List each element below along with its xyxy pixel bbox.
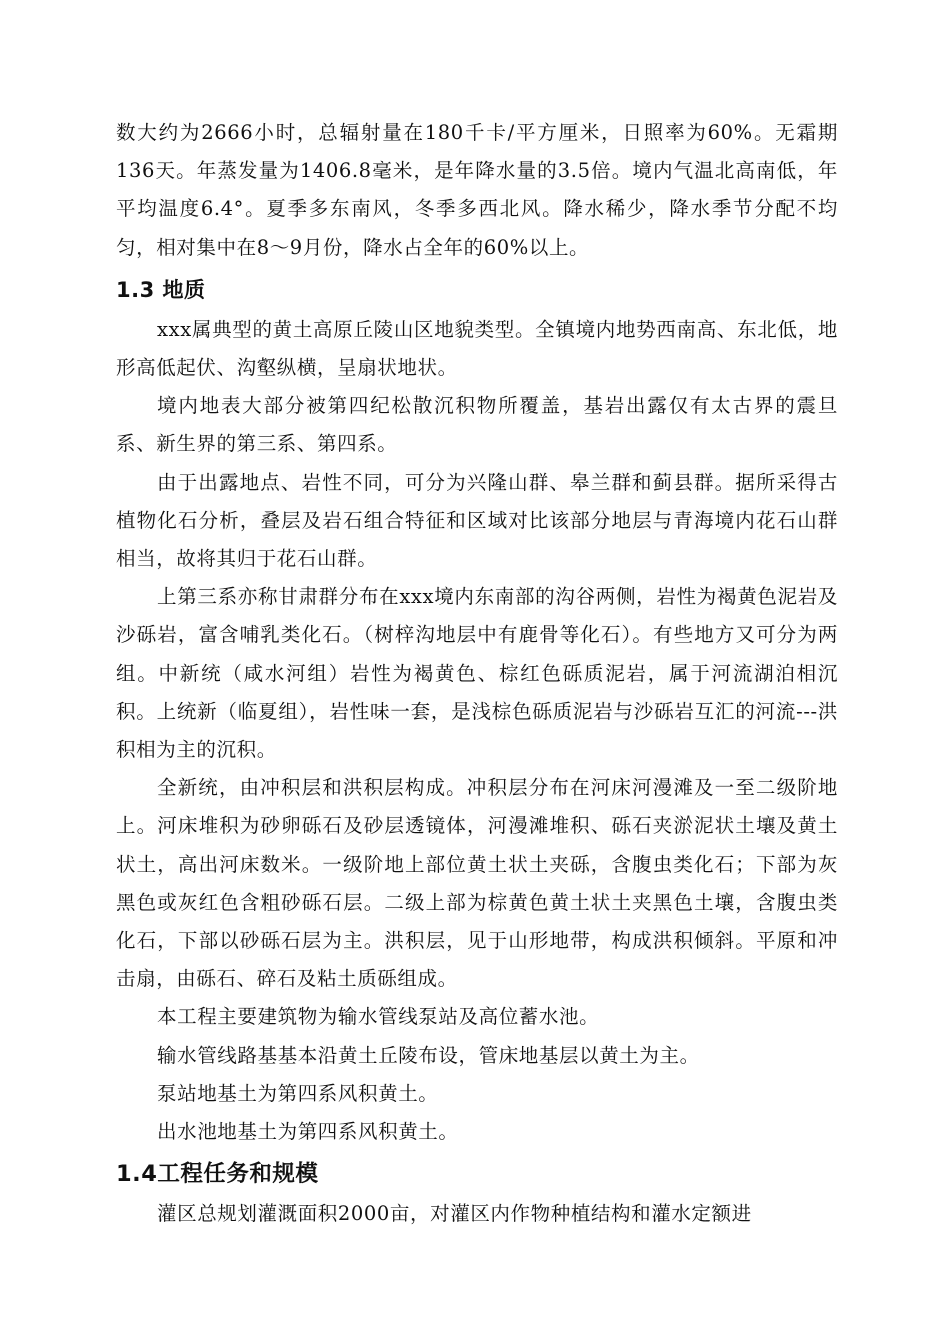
geology-paragraph-structures: 本工程主要建筑物为输水管线泵站及高位蓄水池。 — [157, 1005, 600, 1029]
document-body — [116, 114, 838, 1233]
geology-paragraph-landform: xxx属典型的黄土高原丘陵山区地貌类型。全镇境内地势西南高、东北低，地形高低起伏、沟壑纵横，呈扇状地状。 — [116, 317, 838, 380]
tasks-paragraph-irrigation: 灌区总规划灌溉面积2000亩，对灌区内作物种植结构和灌水定额进 — [157, 1202, 752, 1226]
geology-paragraph-surface: 境内地表大部分被第四纪松散沉积物所覆盖，基岩出露仅有太古界的震旦系、新生界的第三系、第四系。 — [116, 394, 838, 456]
geology-paragraph-tertiary: 上第三系亦称甘肃群分布在xxx境内东南部的沟谷两侧，岩性为褐黄色泥岩及沙砾岩，富含哺乳类化石。（树梓沟地层中有鹿骨等化石）。有些地方又可分为两组。中新统（咸水河组）岩性为褐黄色、棕红色砾质泥岩，属于河流湖泊相沉积。上统新（临夏组），岩性味一套，是浅棕色砾质泥岩与沙砾岩互汇的河流---洪积相为主的沉积。 — [116, 585, 838, 762]
geology-paragraph-groups: 由于出露地点、岩性不同，可分为兴隆山群、皋兰群和蓟县群。据所采得古植物化石分析，叠层及岩石组合特征和区域对比该部分地层与青海境内花石山群相当，故将其归于花石山群。 — [116, 470, 838, 571]
geology-paragraph-pipeline: 输水管线路基基本沿黄土丘陵布设，管床地基层以黄土为主。 — [157, 1043, 700, 1067]
section-heading-geology: 1.3 地质 — [116, 277, 206, 302]
geology-paragraph-pump-station: 泵站地基土为第四系风积黄土。 — [157, 1081, 439, 1105]
section-heading-tasks-scale: 1.4工程任务和规模 — [116, 1161, 319, 1188]
geology-paragraph-holocene: 全新统，由冲积层和洪积层构成。冲积层分布在河床河漫滩及一至二级阶地上。河床堆积为砂卵砾石及砂层透镜体，河漫滩堆积、砾石夹淤泥状土壤及黄土状土，高出河床数米。一级阶地上部位黄土状土夹砾，含腹虫类化石；下部为灰黑色或灰红色含粗砂砾石层。二级上部为棕黄色黄土状土夹黑色土壤，含腹虫类化石，下部以砂砾石层为主。洪积层，见于山形地带，构成洪积倾斜。平原和冲击扇，由砾石、碎石及粘土质砾组成。 — [116, 776, 838, 991]
geology-paragraph-outlet-pool: 出水池地基土为第四系风积黄土。 — [157, 1120, 459, 1144]
climate-paragraph-continued: 数大约为2666小时，总辐射量在180千卡/平方厘米，日照率为60%。无霜期136天。年蒸发量为1406.8毫米，是年降水量的3.5倍。境内气温北高南低，年平均温度6.4°。夏季多东南风，冬季多西北风。降水稀少，降水季节分配不均匀，相对集中在8～9月份，降水占全年的60%以上。 — [116, 121, 838, 259]
